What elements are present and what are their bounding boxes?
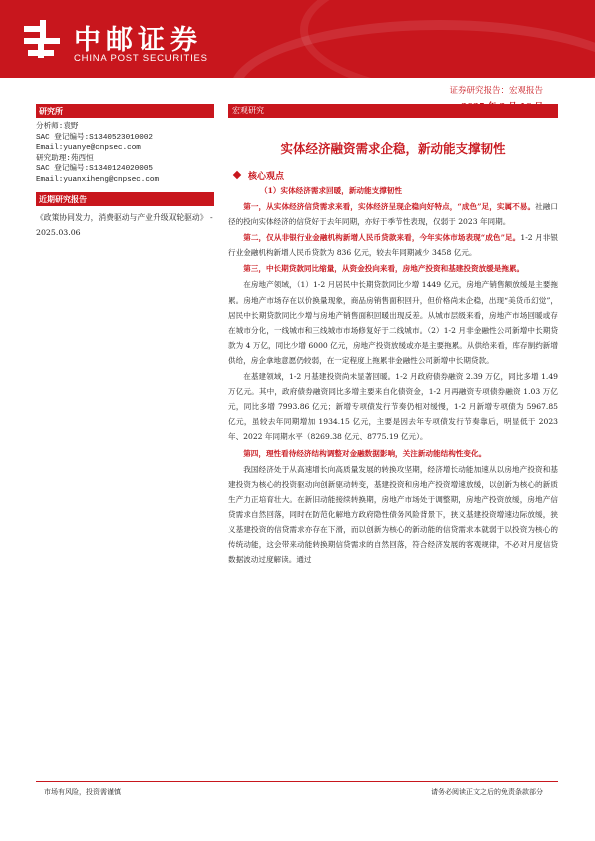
paragraph xyxy=(228,199,558,229)
analyst-email[interactable]: Email:yuanye@cnpsec.com xyxy=(36,144,141,153)
paragraph-emphasis: 第二，仅从非银行业金融机构新增人民币贷款来看，今年实体市场表现“成色”足。 xyxy=(243,233,521,243)
diamond-bullet-icon xyxy=(233,171,241,179)
recent-report-link[interactable]: 《政策协同发力，消费驱动与产业升级双轮驱动》 - 2025.03.06 xyxy=(36,212,213,237)
footer-divider xyxy=(36,781,558,782)
paragraph xyxy=(228,369,558,444)
analyst-sac: SAC 登记编号:S1340523010002 xyxy=(36,133,153,142)
paragraph xyxy=(228,462,558,568)
paragraph xyxy=(228,230,558,260)
analyst-info xyxy=(36,122,214,186)
sidebar xyxy=(36,104,214,240)
paragraph-emphasis: 第一，从实体经济信贷需求来看，实体经济呈现企稳向好特点，“成色”足，实属不易。 xyxy=(243,202,536,211)
header-decoration xyxy=(300,0,595,78)
paragraph-text: 我国经济处于从高速增长向高质量发展的转换攻坚期，经济增长动能加速从以房地产投资和基建投资为核心的投资驱动向创新驱动转变，基建投资和房地产投资增速放缓，以创新为核心的新质生产力正培育壮大。在新旧动能接续转换期，房地产市场处于调整期，房地产投资放缓，房地产信贷需求自然回落，同时在防范化解地方政府隐性债务风险背景下，狭义基建投资增速边际放缓，狭义基建投资的信贷需求亦存在下滑，而以创新为核心的新动能的信贷需求本就弱于以投资为核心的传统动能，这会带来动能转换期信贷需求的自然回落，符合经济发展的客观规律，不必对月度信贷数据波动过度解读。通过 xyxy=(228,464,558,565)
research-institute-bar: 研究所 xyxy=(36,104,214,118)
paragraph xyxy=(228,277,558,368)
paragraph-text: 社融口径的投向实体经济的信贷好于去年同期，亦好于季节性表现，仅弱于 2023 年同期。 xyxy=(228,202,559,227)
paragraph xyxy=(228,261,558,276)
core-view-label: 核心观点 xyxy=(248,172,285,182)
assistant-email[interactable]: Email:yuanxiheng@cnpsec.com xyxy=(36,175,160,184)
category-bar: 宏观研究 xyxy=(228,104,558,118)
paragraph-text: 在基建领域，1-2 月基建投资尚未显著回暖。1-2 月政府债券融资 2.39 万亿，同比多增 1.49 万亿元。其中，政府债券融资同比多增主要来自化债资金，1-2 月再融资专项债券融资 1.03 万亿元，同比多增 7993.86 亿元；新增专项债发行节奏仍相对缓慢，1-2 月新增专项债为 5967.85 亿元，虽较去年同期增加 1934.15 亿元，主要是因去年专项债发行节奏靠后，明显低于 2023 年、2022 年同期水平（8269.38 亿元、8775.19 亿元）。 xyxy=(228,372,558,442)
paragraph-emphasis: 第四，理性看待经济结构调整对金融数据影响，关注新动能结构性变化。 xyxy=(243,448,487,458)
header-banner xyxy=(0,0,595,78)
paragraph-text: 1-2 月非银行业金融机构新增人民币贷款为 836 亿元，较去年同期减少 3458 亿元。 xyxy=(228,233,558,258)
paragraph xyxy=(228,446,558,461)
paragraph-text: 在房地产领域，（1）1-2 月居民中长期贷款同比少增 1449 亿元，房地产销售额放缓是主要拖累。房地产市场存在以价换量现象，商品房销售面积回升，但价格尚未企稳，出现“美货币幻觉”，居民中长期贷款同比少增与房地产销售面积回暖出现反差。从城市层级来看，房地产市场回暖或存在城市分化，一线城市和三线城市市场修复好于二线城市。（2）1-2 月非金融性公司新增中长期贷款为 4 万亿，同比少增 6000 亿元，房地产投资放缓或亦是主要拖累。从供给来看，库存制约新增供给，房企拿地意愿仍较弱，在一定程度上拖累非金融性公司新增中长期贷款。 xyxy=(228,280,558,365)
footer-disclaimer: 请务必阅读正文之后的免责条款部分 xyxy=(431,788,543,796)
report-type: 证券研究报告：宏观报告 xyxy=(449,86,543,96)
company-name-en: CHINA POST SECURITIES xyxy=(74,53,208,64)
assistant-name: 研究助理:苑西恒 xyxy=(36,154,94,163)
assistant-sac: SAC 登记编号:S1340124020005 xyxy=(36,165,153,174)
company-name-cn: 中邮证券 xyxy=(74,25,202,56)
core-view-heading xyxy=(228,169,558,182)
page-title: 实体经济融资需求企稳，新动能支撑韧性 xyxy=(280,141,506,156)
footer-risk-note: 市场有风险，投资需谨慎 xyxy=(44,788,121,796)
sub-heading: （1）实体经济需求回暖，新动能支撑韧性 xyxy=(260,186,402,195)
recent-reports-bar: 近期研究报告 xyxy=(36,192,214,206)
china-post-logo-icon xyxy=(20,18,64,62)
main-content xyxy=(228,104,558,568)
paragraph-emphasis: 第三，中长期贷款同比缩量，从资金投向来看，房地产投资和基建投资放缓是拖累。 xyxy=(243,264,525,274)
analyst-name: 分析师:袁野 xyxy=(36,123,79,131)
